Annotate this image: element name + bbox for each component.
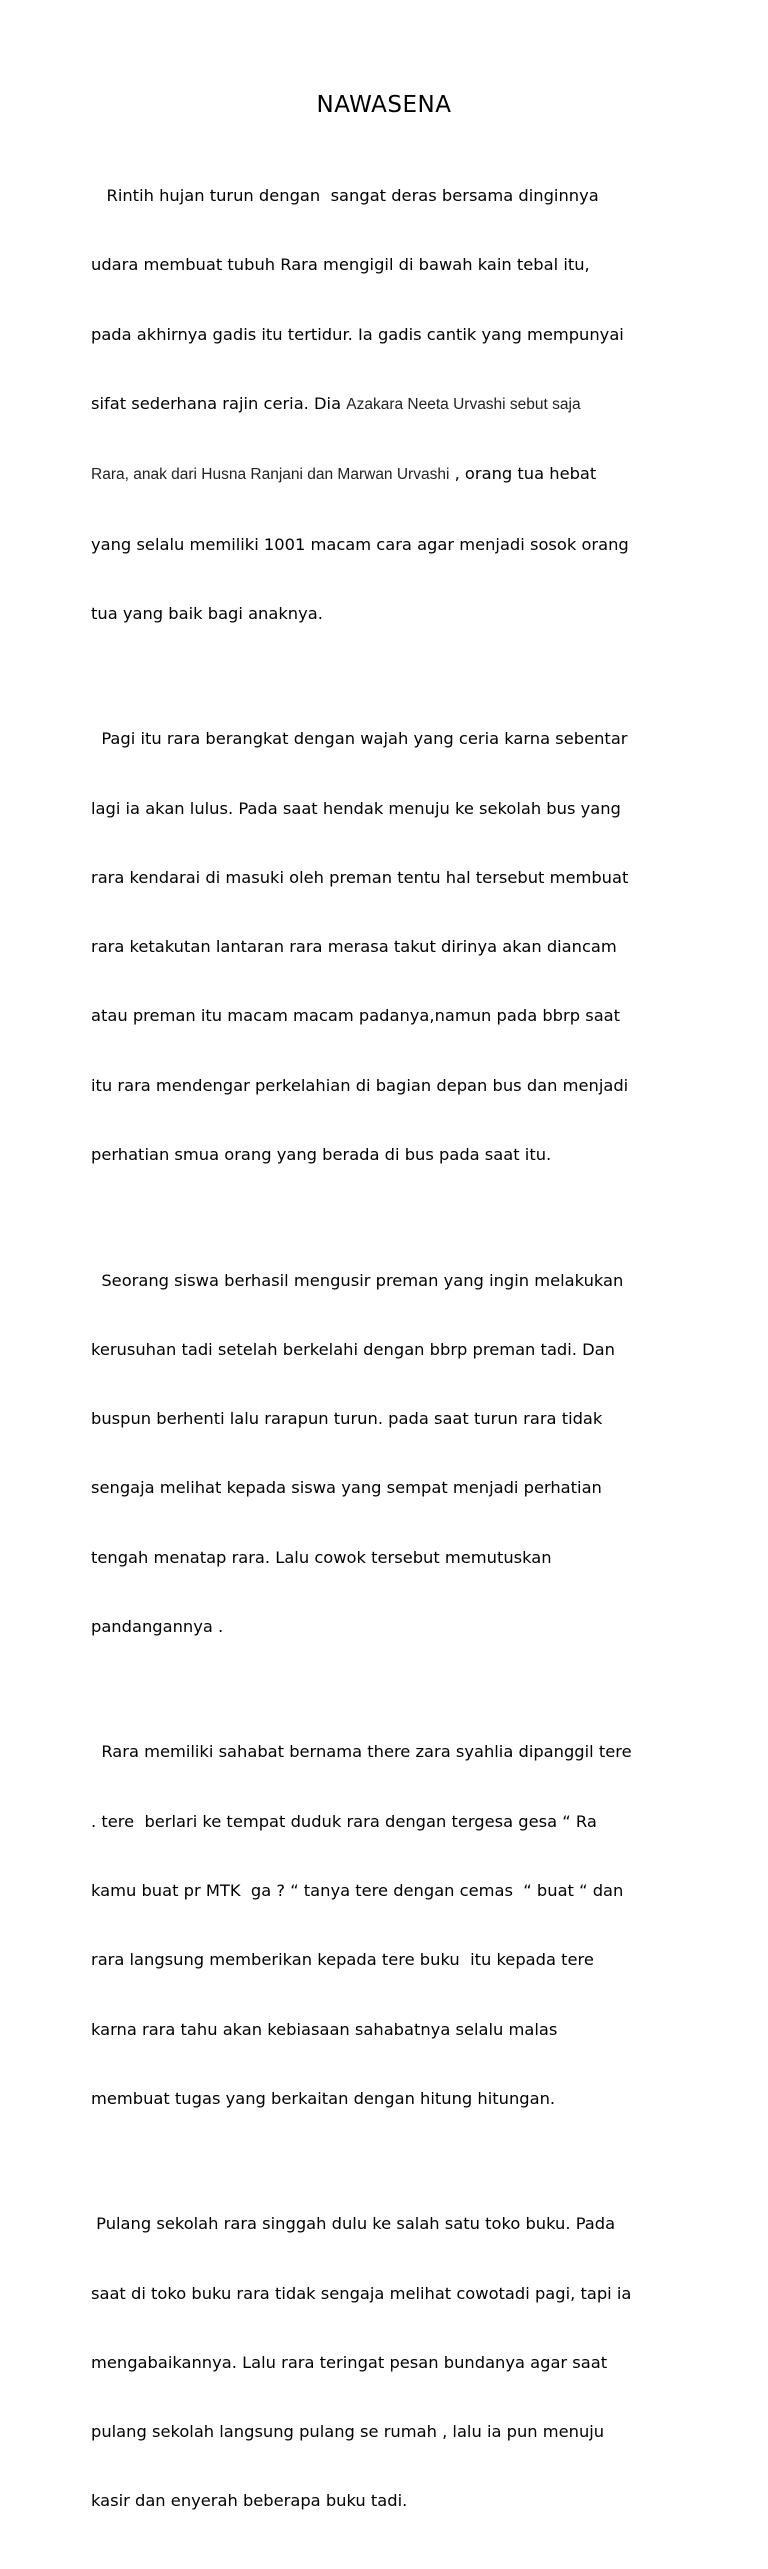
text-line: karna rara tahu akan kebiasaan sahabatnya selalu malas: [91, 2019, 558, 2039]
paragraph-5: [91, 2166, 691, 2559]
text-line: kerusuhan tadi setelah berkelahi dengan bbrp preman tadi. Dan: [91, 1339, 615, 1359]
text-line: kasir dan enyerah beberapa buku tadi.: [91, 2491, 408, 2511]
text-line: kamu buat pr MTK ga ? “ tanya tere dengan cemas “ buat “ dan: [91, 1880, 624, 1900]
text-line: Rintih hujan turun dengan sangat deras bersama dinginnya: [91, 186, 599, 206]
text-line: yang selalu memiliki 1001 macam cara agar menjadi sosok orang: [91, 534, 629, 554]
text-line: lagi ia akan lulus. Pada saat hendak menuju ke sekolah bus yang: [91, 798, 621, 818]
text-line: rara ketakutan lantaran rara merasa takut dirinya akan diancam: [91, 937, 617, 957]
text-line: mengabaikannya. Lalu rara teringat pesan bundanya agar saat: [91, 2352, 608, 2372]
text-line: sengaja melihat kepada siswa yang sempat menjadi perhatian: [91, 1478, 602, 1498]
text-segment: , orang tua hebat: [449, 464, 597, 484]
text-line: Seorang siswa berhasil mengusir preman yang ingin melakukan: [91, 1270, 624, 1290]
text-line: Pulang sekolah rara singgah dulu ke salah satu toko buku. Pada: [91, 2214, 616, 2234]
text-line: pada akhirnya gadis itu tertidur. Ia gadis cantik yang mempunyai: [91, 324, 624, 344]
text-line: Pagi itu rara berangkat dengan wajah yang ceria karna sebentar: [91, 729, 628, 749]
text-line: tua yang baik bagi anaknya.: [91, 603, 323, 623]
paragraph-4: [91, 1694, 691, 2156]
text-line: rara kendarai di masuki oleh preman tentu hal tersebut membuat: [91, 867, 629, 887]
text-line: saat di toko buku rara tidak sengaja melihat cowotadi pagi, tapi ia: [91, 2283, 632, 2303]
text-line: membuat tugas yang berkaitan dengan hitung hitungan.: [91, 2088, 556, 2108]
text-line: atau preman itu macam macam padanya,namun pada bbrp saat: [91, 1006, 621, 1026]
paragraph-2: [91, 681, 691, 1212]
text-line: rara langsung memberikan kepada tere buku itu kepada tere: [91, 1950, 594, 1970]
text-segment-alt-font: Azakara Neeta Urvashi sebut saja: [346, 396, 581, 414]
text-line: pulang sekolah langsung pulang se rumah , lalu ia pun menuju: [91, 2422, 605, 2442]
text-line: udara membuat tubuh Rara mengigil di bawah kain tebal itu,: [91, 255, 590, 275]
text-line: tengah menatap rara. Lalu cowok tersebut memutuskan: [91, 1547, 552, 1567]
text-segment-alt-font: Rara, anak dari Husna Ranjani dan Marwan Urvashi: [91, 466, 450, 484]
text-line: buspun berhenti lalu rarapun turun. pada saat turun rara tidak: [91, 1409, 603, 1429]
text-line: perhatian smua orang yang berada di bus pada saat itu.: [91, 1145, 552, 1165]
paragraph-1: [91, 138, 691, 671]
paragraph-3: [91, 1222, 691, 1684]
text-segment: sifat sederhana rajin ceria. Dia: [91, 394, 347, 414]
text-line-mixed: [91, 462, 691, 486]
text-line: itu rara mendengar perkelahian di bagian depan bus dan menjadi: [91, 1075, 629, 1095]
document-title: NAWASENA: [316, 92, 452, 118]
text-line: Rara memiliki sahabat bernama there zara syahlia dipanggil tere: [91, 1742, 632, 1762]
text-line-mixed: [91, 392, 691, 416]
text-line: pandangannya .: [91, 1616, 224, 1636]
text-line: . tere berlari ke tempat duduk rara dengan tergesa gesa “ Ra: [91, 1811, 597, 1831]
document-body: [91, 138, 691, 2569]
